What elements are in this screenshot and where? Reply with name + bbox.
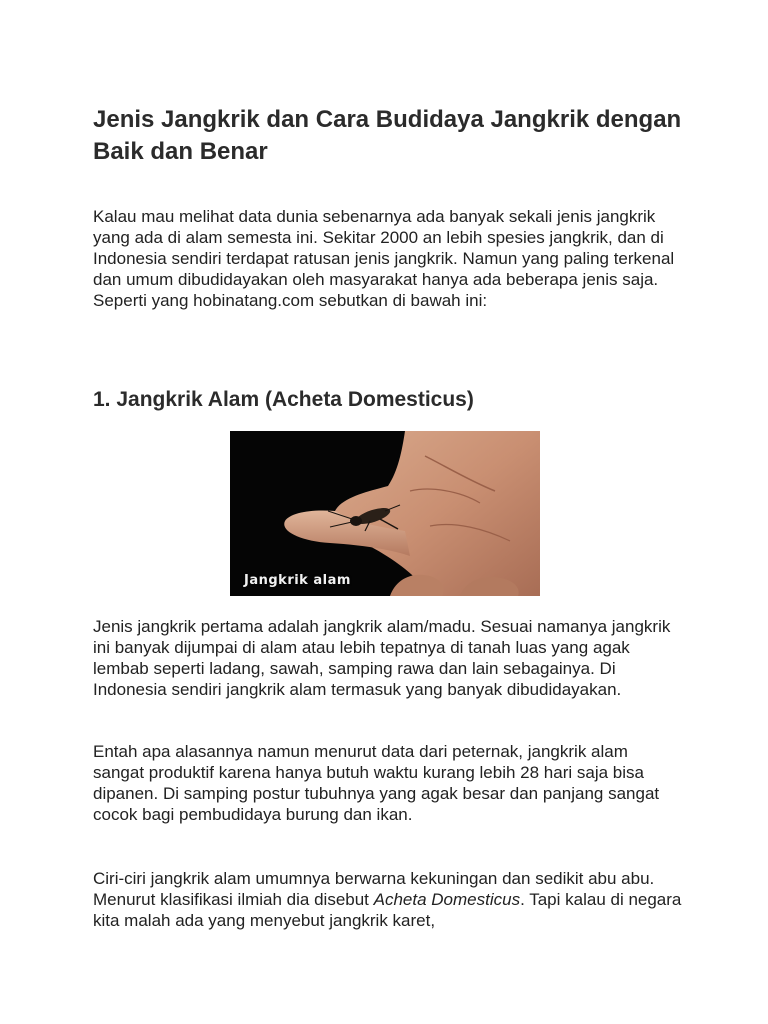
- article-title: Jenis Jangkrik dan Cara Budidaya Jangkrik dengan Baik dan Benar: [93, 106, 682, 165]
- body-paragraph-3: [93, 868, 683, 931]
- image-caption: Jangkrik alam: [244, 573, 351, 588]
- body-paragraph-1: Jenis jangkrik pertama adalah jangkrik alam/madu. Sesuai namanya jangkrik ini banyak dijumpai di alam atau lebih tepatnya di tanah luas yang agak lembab seperti ladang, sawah, samping rawa dan lain sebagainya. Di Indonesia sendiri jangkrik alam termasuk yang banyak dibudidayakan.: [93, 617, 671, 699]
- section-heading: 1. Jangkrik Alam (Acheta Domesticus): [93, 388, 474, 411]
- body-paragraph-2: Entah apa alasannya namun menurut data dari peternak, jangkrik alam sangat produktif karena hanya butuh waktu kurang lebih 28 hari saja bisa dipanen. Di samping postur tubuhnya yang agak besar dan panjang sangat cocok bagi pembudidaya burung dan ikan.: [93, 742, 660, 824]
- cricket-on-hand-photo: [230, 431, 540, 596]
- scientific-name: Acheta Domesticus: [373, 890, 521, 909]
- cricket-photo-illustration: [230, 431, 540, 596]
- para3-text-start: Ciri-ciri jangkrik alam umumnya berwarna kekuningan dan sedikit abu abu. Menurut klasifikasi ilmiah dia disebut: [93, 869, 655, 909]
- para3-text-end: . Tapi kalau di negara kita malah ada yang menyebut jangkrik karet,: [93, 890, 682, 930]
- intro-paragraph: Kalau mau melihat data dunia sebenarnya ada banyak sekali jenis jangkrik yang ada di alam semesta ini. Sekitar 2000 an lebih spesies jangkrik, dan di Indonesia sendiri terdapat ratusan jenis jangkrik. Namun yang paling terkenal dan umum dibudidayakan oleh masyarakat hanya ada beberapa jenis saja. Seperti yang hobinatang.com sebutkan di bawah ini:: [93, 207, 675, 310]
